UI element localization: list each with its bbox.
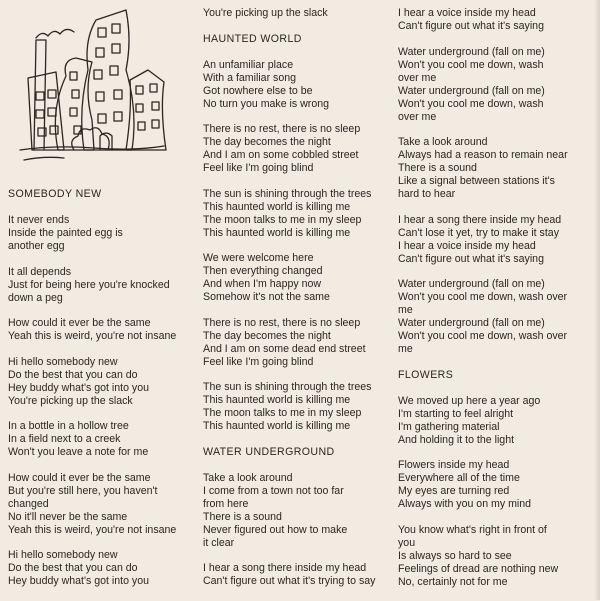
- lyric-line: No, certainly not for me: [398, 575, 508, 588]
- lyric-line: And I am on some dead end street: [203, 342, 366, 355]
- stanza: [203, 562, 393, 588]
- lyric-line: Water underground (fall on me): [398, 317, 545, 329]
- lyric-line: My eyes are turning red: [398, 485, 510, 497]
- lyric-line: another egg: [8, 240, 65, 252]
- lyric-line: There is no rest, there is no sleep: [203, 123, 361, 135]
- lyric-line: Got nowhere else to be: [203, 84, 313, 97]
- lyric-line: I'm starting to feel alright: [398, 407, 514, 420]
- lyric-line: I hear a voice inside my head: [398, 239, 536, 252]
- lyric-line: Yeah this is weird, you're not insane: [8, 523, 177, 536]
- lyric-line: Yeah this is weird, you're not insane: [8, 330, 177, 342]
- lyrics-column-2: [203, 7, 393, 601]
- stanza: [203, 123, 393, 175]
- lyric-line: Then everything changed: [203, 265, 323, 277]
- lyric-line: Do the best that you can do: [8, 562, 138, 574]
- lyric-line: I come from a town not too far: [203, 484, 344, 497]
- lyric-line: No turn you make is wrong: [203, 97, 330, 110]
- song-title: WATER UNDERGROUND: [203, 445, 335, 458]
- lyric-line: Won't you cool me down, wash over: [398, 291, 568, 303]
- stanza: [203, 188, 393, 240]
- lyric-line: In a bottle in a hollow tree: [8, 420, 129, 432]
- lyric-line: Can't figure out what it's saying: [398, 20, 544, 32]
- lyric-line: Inside the painted egg is: [8, 227, 123, 239]
- lyric-line: An unfamiliar place: [203, 58, 294, 71]
- lyric-line: Won't you cool me down, wash: [398, 97, 544, 110]
- lyric-line: Can't figure out what it's saying: [398, 252, 544, 265]
- lyric-line: Just for being here you're knocked: [8, 278, 170, 291]
- lyrics-column-3: [398, 7, 594, 601]
- lyric-line: me: [398, 304, 413, 316]
- stanza: [8, 549, 198, 588]
- lyric-line: Won't you cool me down, wash over: [398, 330, 568, 342]
- stanza: [8, 317, 198, 343]
- lyric-line: And I am on some cobbled street: [203, 149, 359, 161]
- lyric-line: We were welcome here: [203, 252, 314, 264]
- lyric-line: The sun is shining through the trees: [203, 187, 372, 200]
- lyric-line: Hey buddy what's got into you: [8, 381, 150, 394]
- lyric-line: down a peg: [8, 291, 63, 304]
- stanza: [398, 7, 594, 33]
- lyric-line: I'm gathering material: [398, 420, 500, 433]
- lyric-line: The day becomes the night: [203, 329, 331, 342]
- lyric-line: over me: [398, 110, 437, 123]
- lyric-line: Hi hello somebody new: [8, 549, 118, 561]
- lyric-line: And when I'm happy now: [203, 278, 322, 290]
- stanza: [8, 266, 198, 305]
- stanza: [8, 214, 198, 253]
- lyric-line: hard to hear: [398, 188, 456, 200]
- stanza: [398, 459, 594, 511]
- lyric-line: Won't you leave a note for me: [8, 446, 149, 458]
- lyric-line: Flowers inside my head: [398, 459, 510, 471]
- stanza: [398, 46, 594, 124]
- lyric-line: In a field next to a creek: [8, 433, 121, 445]
- stanza: [203, 381, 393, 433]
- lyric-line: How could it ever be the same: [8, 471, 151, 484]
- stanza: [398, 524, 594, 589]
- stanza: [398, 136, 594, 201]
- lyric-line: I hear a voice inside my head: [398, 7, 536, 19]
- lyric-line: The sun is shining through the trees: [203, 381, 372, 393]
- song-title: SOMEBODY NEW: [8, 188, 102, 200]
- lyric-line: Water underground (fall on me): [398, 84, 545, 97]
- lyric-line: Won't you cool me down, wash: [398, 58, 544, 71]
- lyric-line: You know what's right in front of: [398, 523, 547, 536]
- song-title: FLOWERS: [398, 368, 454, 381]
- lyric-line: changed: [8, 497, 49, 510]
- lyric-line: Always with you on my mind: [398, 498, 532, 510]
- lyric-line: There is no rest, there is no sleep: [203, 316, 361, 329]
- lyric-line: This haunted world is killing me: [203, 226, 351, 239]
- lyric-line: me: [398, 343, 413, 355]
- lyric-line: The moon talks to me in my sleep: [203, 407, 362, 419]
- lyric-line: Take a look around: [203, 471, 293, 484]
- lyric-line: from here: [203, 497, 249, 510]
- lyric-line: It never ends: [8, 214, 70, 226]
- lyric-line: This haunted world is killing me: [203, 420, 351, 432]
- song-title: HAUNTED WORLD: [203, 32, 302, 45]
- lyrics-column-1: [8, 0, 198, 587]
- lyric-line: Everywhere all of the time: [398, 472, 520, 484]
- stanza: [203, 252, 393, 304]
- page-crease: [594, 0, 600, 600]
- lyric-line: Do the best that you can do: [8, 368, 138, 381]
- lyric-line: Water underground (fall on me): [398, 45, 545, 58]
- lyric-line: I hear a song there inside my head: [398, 213, 562, 226]
- lyric-line: And holding it to the light: [398, 433, 515, 446]
- lyric-line: I hear a song there inside my head: [203, 562, 367, 574]
- lyric-line: With a familiar song: [203, 71, 297, 84]
- lyric-line: No it'll never be the same: [8, 510, 128, 523]
- stanza: [203, 472, 393, 550]
- stanza: [398, 395, 594, 447]
- lyric-line: We moved up here a year ago: [398, 394, 541, 407]
- lyric-line: How could it ever be the same: [8, 317, 151, 329]
- lyric-line: You're picking up the slack: [203, 7, 328, 19]
- song-somebody-new: [8, 188, 198, 601]
- lyric-line: Is always so hard to see: [398, 549, 512, 562]
- stanza: [8, 420, 198, 459]
- lyric-line: Like a signal between stations it's: [398, 175, 555, 187]
- lyric-line: Never figured out how to make: [203, 523, 348, 536]
- lyric-line: The moon talks to me in my sleep: [203, 213, 362, 226]
- stanza: [398, 214, 594, 266]
- stanza: [203, 317, 393, 369]
- stanza: [398, 278, 594, 356]
- lyric-line: over me: [398, 71, 437, 84]
- lyric-line: you: [398, 536, 416, 549]
- buildings-illustration: [14, 0, 174, 170]
- lyric-line: It all depends: [8, 265, 72, 278]
- lyric-line: Feel like I'm going blind: [203, 355, 314, 368]
- lyric-line: Can't figure out what it's trying to say: [203, 575, 376, 587]
- lyric-line: Always had a reason to remain near: [398, 149, 568, 161]
- lyric-line: Water underground (fall on me): [398, 278, 545, 290]
- lyric-line: Somehow it's not the same: [203, 291, 330, 303]
- stanza: [8, 472, 198, 537]
- lyric-line: There is a sound: [398, 162, 477, 174]
- lyric-line: This haunted world is killing me: [203, 394, 351, 406]
- lyric-line: it clear: [203, 536, 235, 549]
- lyric-line: But you're still here, you haven't: [8, 484, 158, 497]
- lyric-line: This haunted world is killing me: [203, 200, 351, 213]
- lyric-line: Hi hello somebody new: [8, 355, 118, 368]
- lyric-line: You're picking up the slack: [8, 394, 133, 407]
- stanza: [8, 356, 198, 408]
- stanza: [203, 59, 393, 111]
- lyric-line: Feelings of dread are nothing new: [398, 562, 559, 575]
- lyric-line: Can't lose it yet, try to make it stay: [398, 226, 559, 239]
- lyric-line: Hey buddy what's got into you: [8, 575, 150, 587]
- lyric-line: The day becomes the night: [203, 136, 331, 148]
- lyric-line: There is a sound: [203, 510, 282, 523]
- lyric-line: Feel like I'm going blind: [203, 162, 314, 174]
- lyric-line: Take a look around: [398, 136, 488, 148]
